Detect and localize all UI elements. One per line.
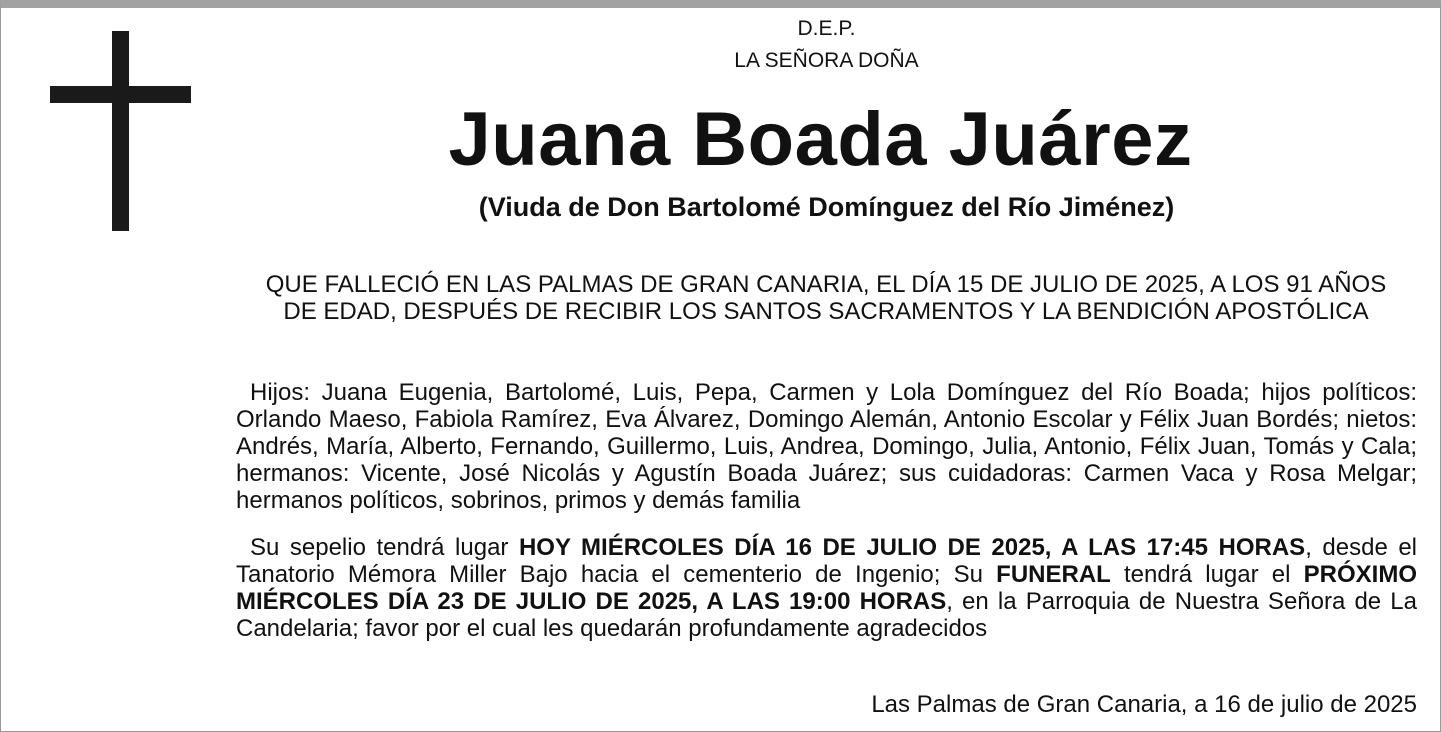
burial-text-4: , en la Parroquia de Nuestra Señora de La Candelaria; favor por el cual les quedarán profundamente agradecidos (236, 588, 1417, 642)
burial-paragraph (236, 534, 1417, 642)
cross-vertical-bar (112, 31, 129, 231)
burial-date: HOY MIÉRCOLES DÍA 16 DE JULIO DE 2025, A LAS 17:45 HORAS (518, 534, 1306, 561)
closing-place-date: Las Palmas de Gran Canaria, a 16 de julio de 2025 (871, 691, 1417, 718)
dep-heading: D.E.P. (797, 17, 856, 40)
burial-text-1: Su sepelio tendrá lugar (250, 534, 519, 561)
family-paragraph: Hijos: Juana Eugenia, Bartolomé, Luis, Pepa, Carmen y Lola Domínguez del Río Boada; hijos políticos: Orlando Maeso, Fabiola Ramírez, Eva Álvarez, Domingo Alemán, Antonio Escolar y Félix Juan Bordés; nietos: Andrés, María, Alberto, Fernando, Guillermo, Luis, Andrea, Domingo, Julia, Antonio, Félix Juan, Tomás y Cala; hermanos: Vicente, José Nicolás y Agustín Boada Juárez; sus cuidadoras: Carmen Vaca y Rosa Melgar; hermanos políticos, sobrinos, primos y demás familia (236, 379, 1417, 514)
burial-text-2: , desde el Tanatorio Mémora Miller Bajo hacia el cementerio de Ingenio; Su (236, 534, 1418, 588)
passing-statement: QUE FALLECIÓ EN LAS PALMAS DE GRAN CANARIA, EL DÍA 15 DE JULIO DE 2025, A LOS 91 AÑOS DE EDAD, DESPUÉS DE RECIBIR LOS SANTOS SACRAMENTOS Y LA BENDICIÓN APOSTÓLICA (265, 271, 1387, 325)
title-line: LA SEÑORA DOÑA (734, 49, 919, 72)
widow-of-line: (Viuda de Don Bartolomé Domínguez del Río Jiménez) (478, 192, 1175, 222)
funeral-date: PRÓXIMO MIÉRCOLES DÍA 23 DE JULIO DE 2025, A LAS 19:00 HORAS (236, 561, 1417, 615)
burial-text-3: tendrá lugar el (1110, 561, 1304, 588)
funeral-label: FUNERAL (996, 561, 1111, 588)
cross-horizontal-bar (50, 86, 191, 103)
deceased-name: Juana Boada Juárez (448, 97, 1193, 182)
